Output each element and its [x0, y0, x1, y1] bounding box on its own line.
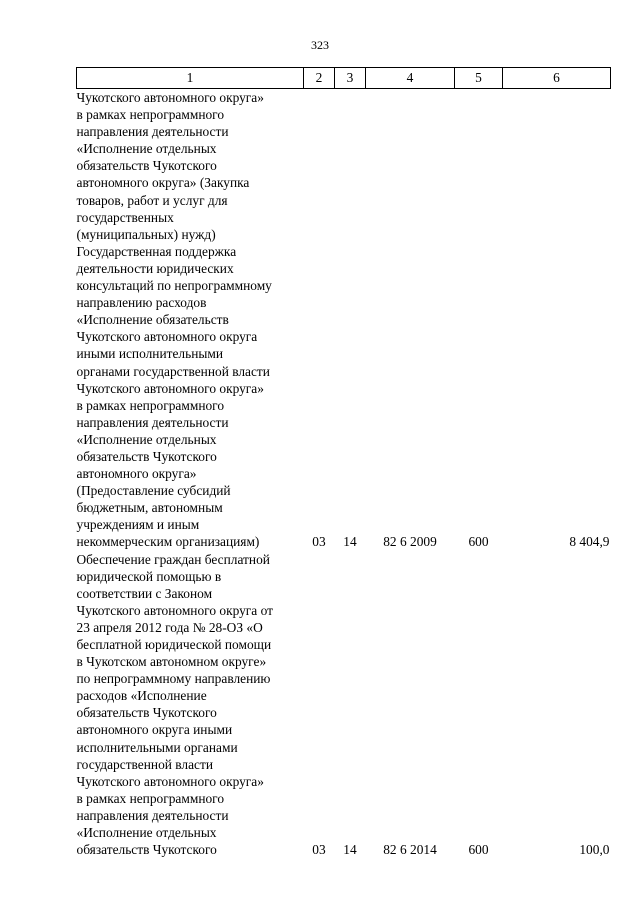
column-header-4: 4	[366, 68, 455, 89]
table-row	[77, 551, 611, 859]
row-subsection: 14	[343, 534, 357, 550]
column-header-6: 6	[503, 68, 611, 89]
row-description: Обеспечение граждан бесплатной юридической помощью в соответствии с Законом Чукотского автономного округа от 23 апреля 2012 года № 28-ОЗ «О бесплатной юридической помощи в Чукотском автономном округе» по непрограммному направлению расходов «Исполнение обязательств Чукотского автономного округа иными исполнительными органами государственной власти Чукотского автономного округа» в рамках непрограммного направления деятельности «Исполнение отдельных обязательств Чукотского	[76, 551, 273, 858]
column-header-1: 1	[77, 68, 304, 89]
row-subsection: 14	[343, 842, 357, 858]
row-amount: 8 404,9	[569, 534, 610, 550]
row-section: 03	[312, 534, 326, 550]
row-section: 03	[312, 842, 326, 858]
row-description: Чукотского автономного округа» в рамках непрограммного направления деятельности «Исполнение отдельных обязательств Чукотского автономного округа» (Закупка товаров, работ и услуг для государственных (муниципальных) нужд) Государственная поддержка деятельности юридических консультаций по непрограммному направлению расходов «Исполнение обязательств Чукотского автономного округа иными исполнительными органами государственной власти Чукотского автономного округа» в рамках непрограммного направления деятельности «Исполнение отдельных обязательств Чукотского автономного округа» (Предоставление субсидий бюджетным, автономным учреждениям и иным некоммерческим организациям)	[76, 90, 272, 550]
column-header-3: 3	[335, 68, 366, 89]
column-header-5: 5	[455, 68, 503, 89]
table-row	[77, 89, 611, 551]
column-header-2: 2	[304, 68, 335, 89]
page-number: 323	[311, 38, 329, 52]
table-header-row	[77, 68, 611, 89]
row-target-article: 82 6 2009	[383, 534, 437, 550]
row-expense-type: 600	[468, 842, 489, 858]
row-amount: 100,0	[579, 842, 610, 858]
row-target-article: 82 6 2014	[383, 842, 437, 858]
row-expense-type: 600	[468, 534, 489, 550]
budget-table	[76, 67, 611, 858]
